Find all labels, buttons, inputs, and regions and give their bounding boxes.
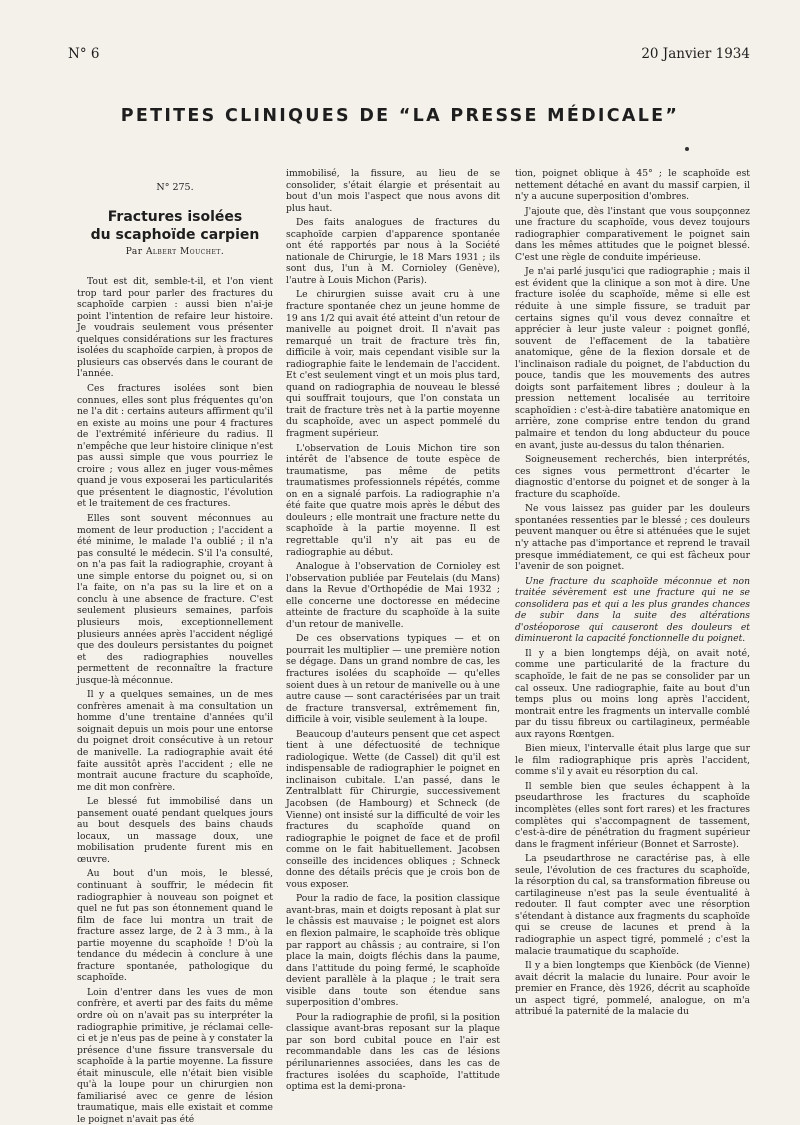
paragraph: tion, poignet oblique à 45° ; le scaphoïde est nettement détaché en avant du massif carpien, il n'y a aucune superposition d'ombres. <box>515 168 750 203</box>
paragraph: Analogue à l'observation de Cornioley est l'observation publiée par Feutelais (du Mans) dans la Revue d'Orthopédie de Mai 1932 ; elle concerne une doctoresse en médecine atteinte de fracture du scaphoïde à la suite d'un retour de manivelle. <box>286 561 500 630</box>
paragraph: Au bout d'un mois, le blessé, continuant à souffrir, le médecin fit radiographier à nouveau son poignet et quel ne fut pas son étonnement quand le film de face lui montra un trait de fracture assez large, de 2 à 3 mm., à la partie moyenne du scaphoïde ! D'où la tendance du médecin à conclure à une fracture spontanée, pathologique du scaphoïde. <box>77 868 273 984</box>
paragraph: immobilisé, la fissure, au lieu de se consolider, s'était élargie et présentait au bout d'un mois l'aspect que nous avons dit plus haut. <box>286 168 500 214</box>
paragraph: Pour la radio de face, la position classique avant-bras, main et doigts reposant à plat sur le châssis est mauvaise ; le poignet est alors en flexion palmaire, le scaphoïde très oblique par rapport au châssis ; au contraire, si l'on place la main, doigts fléchis dans la paume, dans l'attitude du poing fermé, le scaphoïde devient parallèle à la plaque ; le trait sera visible dans toute son étendue sans superposition d'ombres. <box>286 893 500 1009</box>
paragraph: De ces observations typiques — et on pourrait les multiplier — une première notion se dégage. Dans un grand nombre de cas, les fractures isolées du scaphoïde — qu'elles soient dues à un retour de manivelle ou à une autre cause — sont caractérisées par un trait de fracture transversal, extrêmement fin, difficile à voir, visible seulement à la loupe. <box>286 633 500 726</box>
paragraph: Des faits analogues de fractures du scaphoïde carpien d'apparence spontanée ont été rapportés par nous à la Société nationale de Chirurgie, le 18 Mars 1931 ; ils sont dus, l'un à M. Cornioley (Genève), l'autre à Louis Michon (Paris). <box>286 217 500 286</box>
paragraph: Elles sont souvent méconnues au moment de leur production ; l'accident a été minime, le malade l'a oublié ; il n'a pas consulté le médecin. S'il l'a consulté, on n'a pas fait la radiographie, croyant à une simple entorse du poignet ou, si on l'a faite, on n'a pas su la lire et on a conclu à une absence de fracture. C'est seulement plusieurs semaines, parfois plusieurs mois, exceptionnellement plusieurs années après l'accident négligé que des douleurs persistantes du poignet et des radiographies nouvelles permettent de reconnaître la fracture jusque-là méconnue. <box>77 513 273 686</box>
paragraph: Soigneusement recherchés, bien interprétés, ces signes vous permettront d'écarter le diagnostic d'entorse du poignet et de songer à la fracture du scaphoïde. <box>515 454 750 500</box>
paragraph: Loin d'entrer dans les vues de mon confrère, et averti par des faits du même ordre où on n'avait pas su interpréter la radiographie primitive, je réclamai celle-ci et je n'eus pas de peine à y constater la présence d'une fissure transversale du scaphoïde à la partie moyenne. La fissure était minuscule, elle n'était bien visible qu'à la loupe pour un chirurgien non familiarisé avec ce genre de lésion traumatique, mais elle existait et comme le poignet n'avait pas été <box>77 986 273 1125</box>
issue-number: N° 6 <box>68 46 100 62</box>
paragraph: Bien mieux, l'intervalle était plus large que sur le film radiographique pris après l'accident, comme s'il y avait eu résorption du cal. <box>515 743 750 778</box>
article-number: N° 275. <box>156 182 194 193</box>
paragraph: Je n'ai parlé jusqu'ici que radiographie ; mais il est évident que la clinique a son mot à dire. Une fracture isolée du scaphoïde, même si elle est réduite à une simple fissure, se traduit par certains signes qu'il vous devez connaître et apprécier à leur juste valeur : poignet gonflé, souvent de l'effacement de la tabatière anatomique, gêne de la flexion dorsale et de l'inclinaison radiale du poignet, de l'abduction du pouce, tandis que les mouvements des autres doigts sont parfaitement libres ; douleur à la pression nettement localisée au territoire scaphoïdien : c'est-à-dire tabatière anatomique en arrière, zone comprise entre tendon du grand palmaire et tendon du long abducteur du pouce en avant, juste au-dessus du talon thénarien. <box>515 266 750 451</box>
paragraph: Le blessé fut immobilisé dans un pansement ouaté pendant quelques jours au bout desquels des bains chauds locaux, un massage doux, une mobilisation prudente furent mis en œuvre. <box>77 796 273 865</box>
byline <box>77 247 273 259</box>
column-3 <box>515 168 750 1073</box>
ornament-dot <box>685 147 689 151</box>
paragraph: Ne vous laissez pas guider par les douleurs spontanées ressenties par le blessé ; ces douleurs peuvent manquer ou être si atténuées que le sujet n'y attache pas d'importance et reprend le travail presque immédiatement, ce qui est fâcheux pour l'avenir de son poignet. <box>515 503 750 573</box>
paragraph: Tout est dit, semble-t-il, et l'on vient trop tard pour parler des fractures du scaphoïde carpien : aussi bien n'ai-je point l'intention de refaire leur histoire. Je voudrais seulement vous présenter quelques considérations sur les fractures isolées du scaphoïde carpien, à propos de plusieurs cas observés dans le courant de l'année. <box>77 276 273 380</box>
paragraph: Ces fractures isolées sont bien connues, elles sont plus fréquentes qu'on ne l'a dit : certains auteurs affirment qu'il en existe au moins une pour 4 fractures de l'extrémité inférieure du radius. Il n'empêche que leur histoire clinique n'est pas aussi simple que vous pourriez le croire ; vous allez en juger vous-mêmes quand je vous exposerai les particularités que présentent le diagnostic, l'évolution et le traitement de ces fractures. <box>77 383 273 510</box>
paragraph: J'ajoute que, dès l'instant que vous soupçonnez une fracture du scaphoïde, vous devez toujours radiographier comparativement le poignet sain dans les mêmes attitudes que le poignet blessé. C'est une règle de conduite impérieuse. <box>515 205 750 263</box>
paragraph: Il y a bien longtemps que Kienböck (de Vienne) avait décrit la malacie du lunaire. Pour avoir le premier en France, dès 1926, décrit au scaphoïde un aspect tigré, pommelé, analogue, on m'a attribué la paternité de la malacie du <box>515 960 750 1018</box>
paragraph: L'observation de Louis Michon tire son intérêt de l'absence de toute espèce de traumatisme, pas même de petits traumatismes professionnels répétés, comme on en a signalé parfois. La radiographie n'a été faite que quatre mois après le début des douleurs ; elle montrait une fracture nette du scaphoïde à la partie moyenne. Il est regrettable qu'il n'y ait pas eu de radiographie au début. <box>286 442 500 558</box>
running-head <box>68 46 750 66</box>
paragraph: Le chirurgien suisse avait cru à une fracture spontanée chez un jeune homme de 19 ans 1/2 qui avait été atteint d'un retour de manivelle au poignet droit. Il n'avait pas remarqué un trait de fracture très fin, difficile à voir, mais cependant visible sur la radiographie faite le lendemain de l'accident. Et c'est seulement vingt et un mois plus tard, quand on radiographia de nouveau le blessé qui souffrait toujours, que l'on constata un trait de fracture très net à la partie moyenne du scaphoïde, avec un aspect pommelé du fragment supérieur. <box>286 289 500 440</box>
author-name: Albert Mouchet. <box>145 246 225 257</box>
column-2 <box>286 168 500 1093</box>
paragraph: La pseudarthrose ne caractérise pas, à elle seule, l'évolution de ces fractures du scaphoïde, la résorption du cal, sa transformation fibreuse ou cartilagineuse n'est pas la seule éventualité à redouter. Il faut compter avec une résorption s'étendant à distance aux fragments du scaphoïde qui se creuse de lacunes et prend à la radiographie un aspect tigré, pommelé ; c'est la malacie traumatique du scaphoïde. <box>515 853 750 957</box>
paragraph: Une fracture du scaphoïde méconnue et non traitée sévèrement est une fracture qui ne se consolidera pas et qui a les plus grandes chances de subir dans la suite des altérations d'ostéoporose qui causeront des douleurs et diminueront la capacité fonctionnelle du poignet. <box>515 575 750 645</box>
article-title <box>77 208 273 244</box>
article-title-line-1: Fractures isolées <box>107 208 243 225</box>
paragraph: Beaucoup d'auteurs pensent que cet aspect tient à une défectuosité de technique radiologique. Wette (de Cassel) dit qu'il est indispensable de radiographier le poignet en inclinaison cubitale. L'an passé, dans le Zentralblatt für Chirurgie, successivement Jacobsen (de Hambourg) et Schneck (de Vienne) ont insisté sur la difficulté de voir les fractures du scaphoïde quand on radiographie le poignet de face et de profil comme on le fait habituellement. Jacobsen conseille des incidences obliques ; Schneck donne des détails précis que je crois bon de vous exposer. <box>286 728 500 890</box>
paragraph: Il semble bien que seules échappent à la pseudarthrose les fractures du scaphoïde incomplètes (elles sont fort rares) et les fractures complètes qui s'accompagnent de tassement, c'est-à-dire de pénétration du fragment supérieur dans le fragment inférieur (Bonnet et Sarroste). <box>515 780 750 850</box>
column-1 <box>77 160 273 1125</box>
byline-prefix: Par <box>125 246 143 257</box>
section-title: PETITES CLINIQUES DE “LA PRESSE MÉDICALE” <box>120 106 680 126</box>
paragraph: Il y a quelques semaines, un de mes confrères amenait à ma consultation un homme d'une trentaine d'années qu'il soignait depuis un mois pour une entorse du poignet droit consécutive à un retour de manivelle. La radiographie avait été faite aussitôt après l'accident ; elle ne montrait aucune fracture du scaphoïde, me dit mon confrère. <box>77 689 273 793</box>
article-title-line-2: du scaphoïde carpien <box>90 226 260 243</box>
paragraph: Il y a bien longtemps déjà, on avait noté, comme une particularité de la fracture du scaphoïde, le fait de ne pas se consolider par un cal osseux. Une radiographie, faite au bout d'un temps plus ou moins long après l'accident, montrait entre les fragments un intervalle comblé par du tissu fibreux ou cartilagineux, perméable aux rayons Rœntgen. <box>515 647 750 740</box>
issue-date: 20 Janvier 1934 <box>641 46 750 62</box>
paragraph: Pour la radiographie de profil, si la position classique avant-bras reposant sur la plaque par son bord cubital pouce en l'air est recommandable dans les cas de lésions périlunariennes associées, dans les cas de fractures isolées du scaphoïde, l'attitude optima est la demi-prona- <box>286 1011 500 1093</box>
